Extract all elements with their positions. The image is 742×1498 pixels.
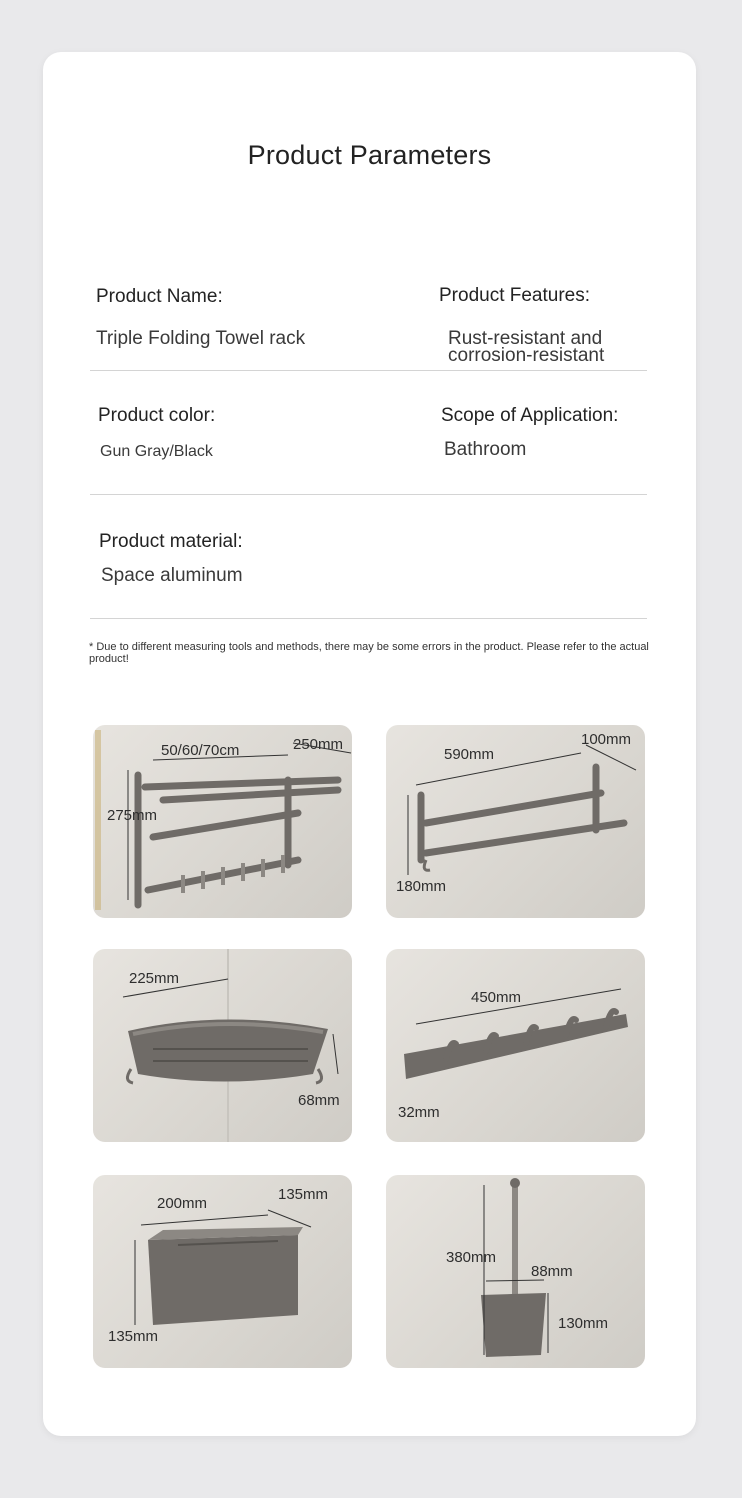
product-photo-hook-rail (386, 949, 645, 1142)
toilet-brush-illustration (386, 1175, 645, 1368)
dim-width-label: 225mm (129, 970, 180, 987)
product-features-value-line1: Rust-resistant and (448, 328, 603, 349)
dim-height-label: 380mm (446, 1249, 497, 1266)
product-material-label: Product material: (99, 531, 243, 552)
product-photo-corner-basket (93, 949, 352, 1142)
folding-towel-rack-illustration (93, 725, 352, 918)
double-towel-bar-illustration (386, 725, 645, 918)
product-photo-folding-towel-rack (93, 725, 352, 918)
product-features-value-line2: corrosion-resistant (448, 345, 605, 366)
dim-width-label: 88mm (531, 1263, 573, 1280)
corner-basket-illustration (93, 949, 352, 1142)
dim-width-label: 50/60/70cm (161, 742, 240, 759)
dim-width-label: 590mm (444, 746, 495, 763)
parameters-card (43, 52, 696, 1436)
product-photo-toilet-brush (386, 1175, 645, 1368)
scope-label: Scope of Application: (441, 405, 619, 426)
scope-value: Bathroom (444, 439, 527, 460)
dim-height-label: 275mm (107, 807, 158, 824)
dim-depth-label: 100mm (581, 731, 632, 748)
hook-rail-illustration (386, 949, 645, 1142)
dim-depth-label: 250mm (293, 736, 344, 753)
product-color-value: Gun Gray/Black (100, 443, 213, 460)
tissue-box-illustration (93, 1175, 352, 1368)
product-photo-tissue-box (93, 1175, 352, 1368)
product-name-value: Triple Folding Towel rack (96, 328, 306, 349)
dim-height-label: 68mm (298, 1092, 340, 1109)
dim-cup-height-label: 130mm (558, 1315, 609, 1332)
product-name-label: Product Name: (96, 286, 223, 307)
dim-height-label: 32mm (398, 1104, 440, 1121)
page-title: Product Parameters (247, 140, 492, 170)
divider (90, 370, 647, 371)
dim-height-label: 135mm (108, 1328, 159, 1345)
product-material-value: Space aluminum (101, 565, 243, 586)
divider (90, 618, 647, 619)
product-color-label: Product color: (98, 405, 216, 426)
dim-width-label: 200mm (157, 1195, 208, 1212)
product-photo-double-towel-bar (386, 725, 645, 918)
dim-width-label: 450mm (471, 989, 522, 1006)
disclaimer-note: * Due to different measuring tools and methods, there may be some errors in the product. Please refer to the actual product! (89, 641, 649, 665)
divider (90, 494, 647, 495)
dim-depth-label: 135mm (278, 1186, 329, 1203)
dim-height-label: 180mm (396, 878, 447, 895)
product-features-label: Product Features: (439, 285, 591, 306)
